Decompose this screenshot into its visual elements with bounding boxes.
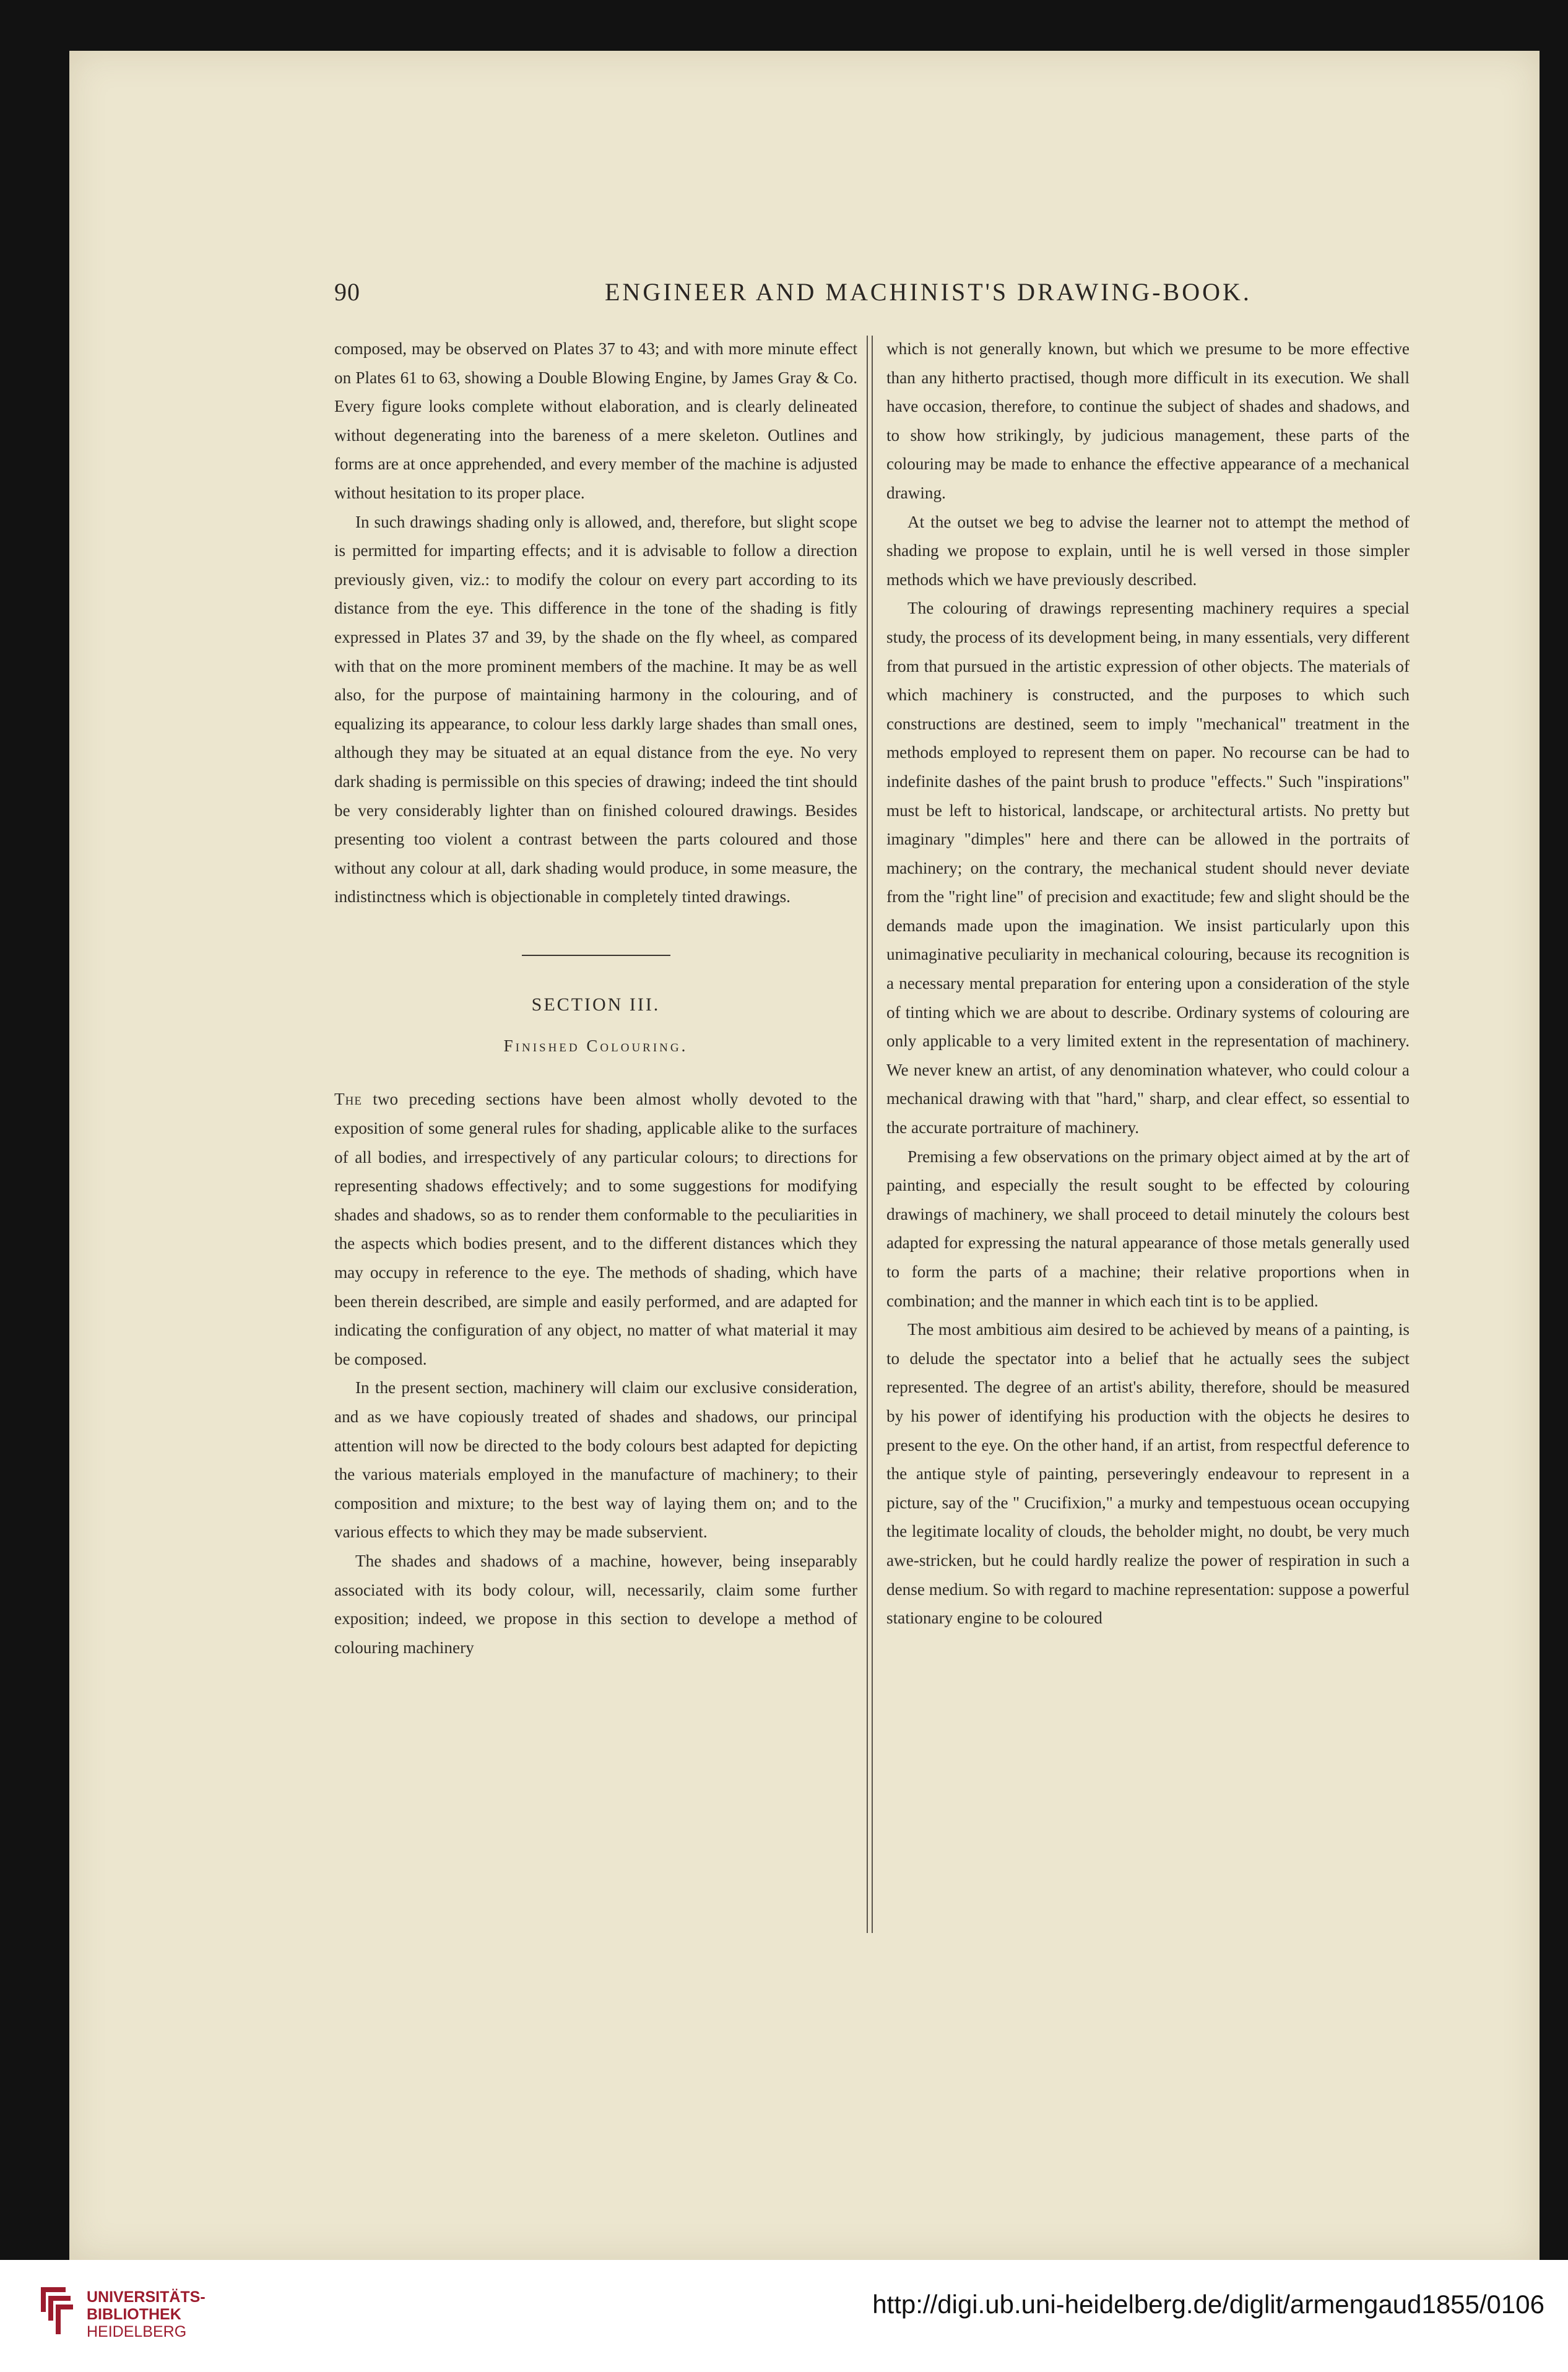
paragraph: At the outset we beg to advise the learner not to attempt the method of shading we propose to explain, until he is well versed in those simpler methods which we have previously described.	[886, 512, 1410, 589]
page-header	[334, 277, 1430, 315]
library-name[interactable]	[87, 2288, 206, 2340]
section-heading: SECTION III.	[531, 994, 661, 1015]
left-column	[334, 334, 857, 1662]
paragraph: In such drawings shading only is allowed, and, therefore, but slight scope is permitted for imparting effects; and it is advisable to follow a direction previously given, viz.: to modify the colour on every part according to its distance from the eye. This difference in the tone of the shading is fitly expressed in Plates 37 and 39, by the shade on the fly wheel, as compared with that on the more prominent members of the machine. It may be as well also, for the purpose of maintaining harmony in the colouring, and of equalizing its appearance, to colour less darkly large shades than small ones, although they may be situated at an equal distance from the eye. No very dark shading is permissible on this species of drawing; indeed the tint should be very considerably lighter than on finished coloured drawings. Besides presenting too violent a contrast between the parts coloured and those without any colour at all, dark shading would produce, in some measure, the indistinctness which is objectionable in completely tinted drawings.	[334, 512, 857, 906]
paragraph: The colouring of drawings representing machinery requires a special study, the process of its development being, in many essentials, very different from that pursued in the artistic expression of other objects. The materials of which machinery is constructed, and the purposes to which such constructions are destined, seem to imply "mechanical" treatment in the methods employed to represent them on paper. No recourse can be had to indefinite dashes of the paint brush to produce "effects." Such "inspirations" must be left to historical, landscape, or architectural artists. No pretty but imaginary "dimples" here and there can be allowed in the portraits of machinery; on the contrary, the mechanical student should never deviate from the "right line" of precision and exactitude; few and slight should be the demands made upon the imagination. We insist particularly upon this unimaginative peculiarity in mechanical colouring, because its recognition is a necessary mental preparation for entering upon a consideration of the style of tinting which we are about to describe. Ordinary systems of colouring are only applicable to a very limited extent in the representation of machinery. We never knew an artist, of any denomination whatever, who could colour a mechanical drawing with that "hard," sharp, and clear effect, so essential to the accurate portraiture of machinery.	[886, 599, 1410, 1137]
lead-word: The	[334, 1090, 362, 1109]
source-url-link[interactable]: http://digi.ub.uni-heidelberg.de/diglit/armengaud1855/0106	[872, 2290, 1544, 2319]
paragraph: The shades and shadows of a machine, however, being inseparably associated with its body colour, will, necessarily, claim some further exposition; indeed, we propose in this section to develope a method of colouring machinery	[334, 1551, 857, 1657]
library-logo-icon[interactable]	[38, 2285, 76, 2337]
paragraph: which is not generally known, but which we presume to be more effective than any hitherto practised, though more difficult in its execution. We shall have occasion, therefore, to continue the subject of shades and shadows, and to show how strikingly, by judicious management, these parts of the colouring may be made to enhance the effective appearance of a mechanical drawing.	[886, 339, 1410, 502]
paragraph: The most ambitious aim desired to be achieved by means of a painting, is to delude the spectator into a belief that he actually sees the subject represented. The degree of an artist's ability, therefore, should be measured by his power of identifying his production with the objects he desires to present to the eye. On the other hand, if an artist, from respectful deference to the antique style of painting, perseveringly endeavour to represent in a picture, say of the " Crucifixion," a murky and tempestuous ocean occupying the legitimate locality of clouds, the beholder might, no doubt, be very much awe-stricken, but he could hardly realize the power of respiration in such a dense medium. So with regard to machine representation: suppose a powerful stationary engine to be coloured	[886, 1320, 1410, 1628]
paragraph-text: two preceding sections have been almost wholly devoted to the exposition of some general rules for shading, applicable alike to the surfaces of all bodies, and irrespectively of any particular colours; to directions for representing shadows effectively; and to some suggestions for modifying shades and shadows, so as to render them conformable to the peculiarities in the aspects which bodies present, and to the different distances which they may occupy in reference to the eye. The methods of shading, which have been therein described, are simple and easily performed, and are adapted for indicating the configuration of any object, no matter of what material it may be composed.	[334, 1090, 857, 1368]
paragraph: composed, may be observed on Plates 37 to 43; and with more minute effect on Plates 61 to 63, showing a Double Blowing Engine, by James Gray & Co. Every figure looks complete without elaboration, and is clearly delineated without degenerating into the bareness of a mere skeleton. Outlines and forms are at once apprehended, and every member of the machine is adjusted without hesitation to its proper place.	[334, 339, 857, 502]
column-divider	[867, 336, 873, 1933]
library-name-line: UNIVERSITÄTS-	[87, 2288, 206, 2306]
right-column	[886, 334, 1410, 1633]
paragraph	[334, 1085, 857, 1373]
paragraph: In the present section, machinery will claim our exclusive consideration, and as we have copiously treated of shades and shadows, our principal attention will now be directed to the body colours best adapted for depicting the various materials employed in the manufacture of machinery; to their composition and mixture; to the best way of laying them on; and to the various effects to which they may be made subservient.	[334, 1378, 857, 1542]
paragraph: Premising a few observations on the primary object aimed at by the art of painting, and especially the result sought to be effected by colouring drawings of machinery, we shall proceed to detail minutely the colours best adapted for expressing the natural appearance of those metals generally used to form the parts of a machine; their relative proportions when in combination; and the manner in which each tint is to be applied.	[886, 1147, 1410, 1310]
library-name-line: BIBLIOTHEK	[87, 2306, 181, 2323]
section-subheading: Finished Colouring.	[503, 1036, 688, 1055]
section-rule	[522, 955, 670, 956]
page-number: 90	[334, 278, 360, 306]
running-head: ENGINEER AND MACHINIST'S DRAWING-BOOK.	[605, 278, 1252, 306]
library-name-line: HEIDELBERG	[87, 2323, 187, 2340]
